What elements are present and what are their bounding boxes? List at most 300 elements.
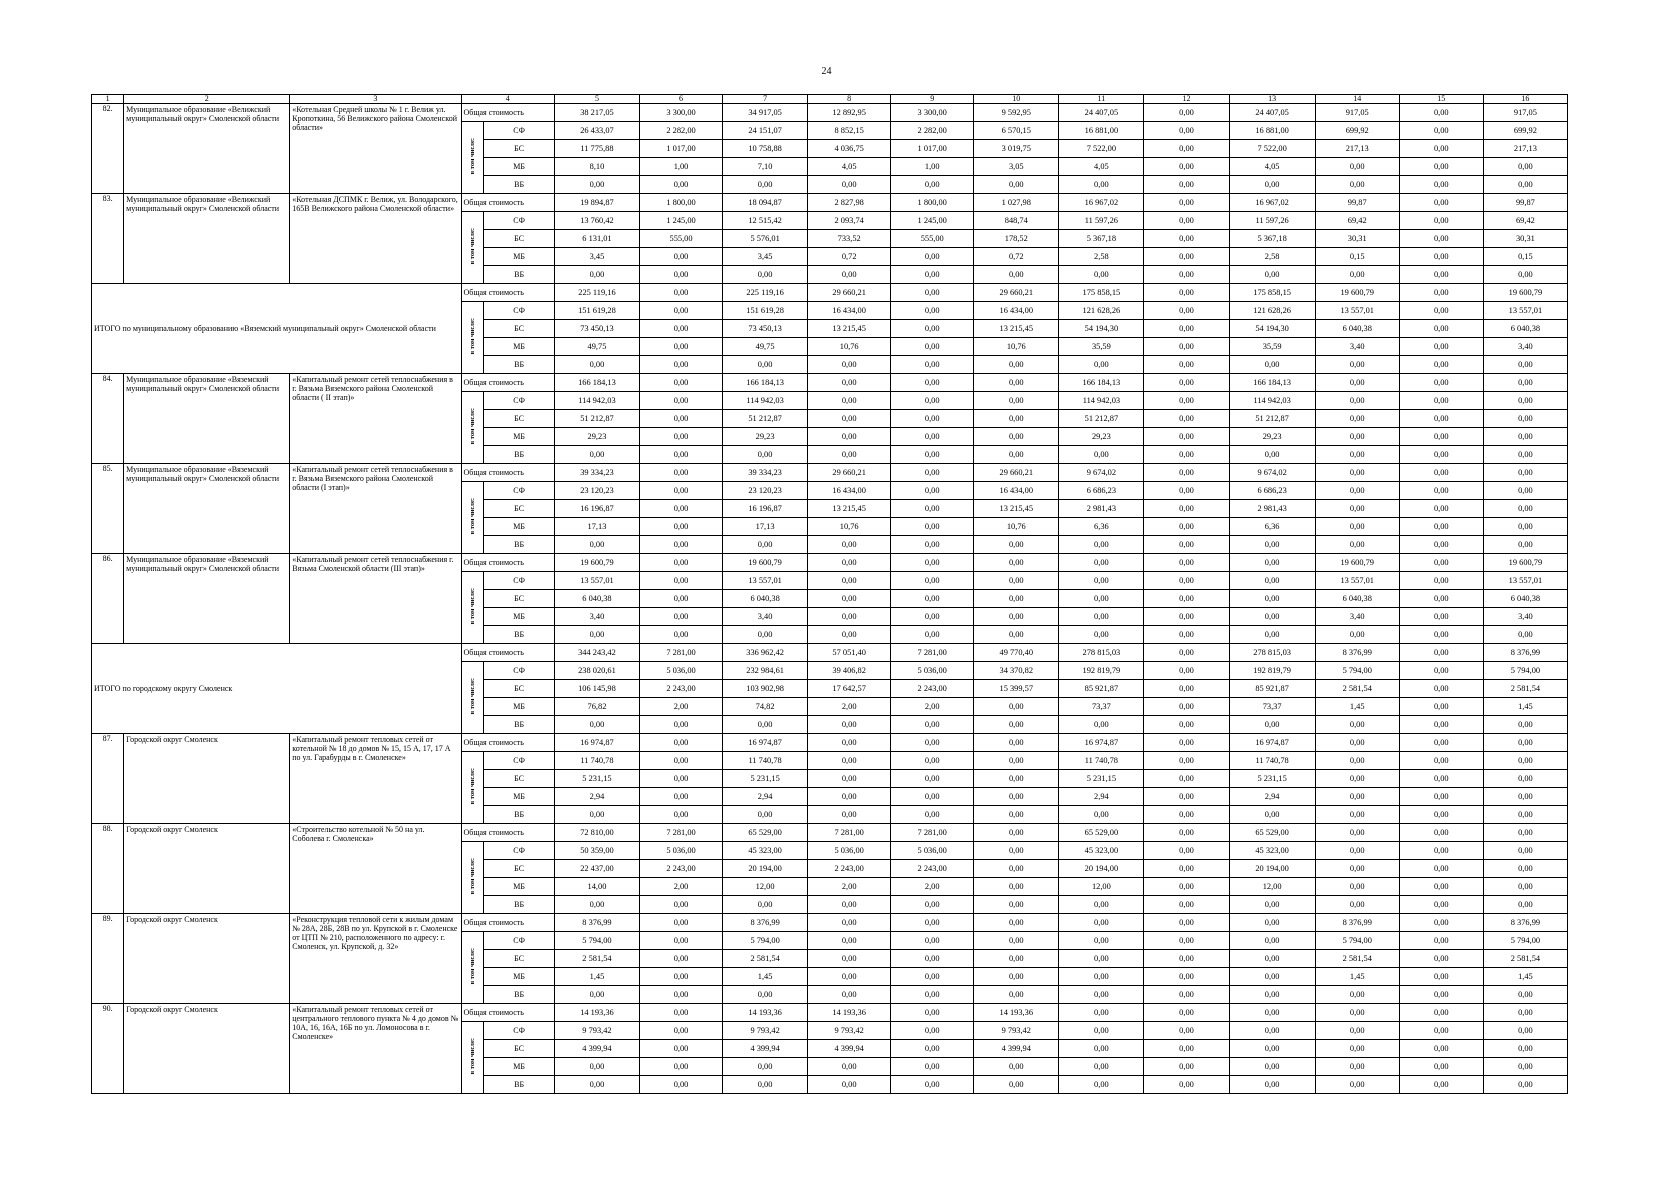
amount-cell: 0,00 [974,392,1059,410]
amount-cell: 1 027,98 [974,194,1059,212]
in-that-number-label [461,302,484,374]
amount-cell: 49,75 [554,338,639,356]
amount-cell: 0,00 [1315,1076,1399,1094]
in-that-number-text: в том числе: [468,588,476,625]
amount-cell: 0,00 [891,446,974,464]
amount-cell: 4 036,75 [808,140,891,158]
column-header: 6 [640,95,723,104]
amount-cell: 0,00 [808,1058,891,1076]
amount-cell: 6 040,38 [1315,590,1399,608]
amount-cell: 12,00 [1059,878,1144,896]
amount-cell: 0,00 [1144,500,1229,518]
item-number: 90. [92,1004,124,1094]
amount-cell: 0,00 [1315,392,1399,410]
amount-cell: 0,00 [974,176,1059,194]
amount-cell: 917,05 [1483,104,1567,122]
amount-cell: 0,00 [1315,266,1399,284]
amount-cell: 0,00 [1144,554,1229,572]
amount-cell: 0,00 [1059,356,1144,374]
amount-cell: 0,00 [1059,968,1144,986]
amount-cell: 0,00 [808,572,891,590]
amount-cell: 6,36 [1059,518,1144,536]
amount-cell: 1,45 [1315,698,1399,716]
amount-cell: 0,00 [974,860,1059,878]
amount-cell: 4 399,94 [723,1040,808,1058]
amount-cell: 166 184,13 [723,374,808,392]
amount-cell: 0,00 [974,968,1059,986]
column-header: 9 [891,95,974,104]
amount-cell: 14 193,36 [554,1004,639,1022]
amount-cell: 0,00 [1483,770,1567,788]
amount-cell: 29,23 [1229,428,1315,446]
amount-cell: 16 974,87 [1059,734,1144,752]
amount-cell: 0,00 [1399,644,1483,662]
amount-cell: 29 660,21 [808,464,891,482]
amount-cell: 0,00 [640,338,723,356]
cost-type-label: Общая стоимость [461,644,554,662]
column-header: 11 [1059,95,1144,104]
amount-cell: 49 770,40 [974,644,1059,662]
amount-cell: 0,00 [1144,752,1229,770]
amount-cell: 8,10 [554,158,639,176]
amount-cell: 10,76 [974,338,1059,356]
amount-cell: 54 194,30 [1229,320,1315,338]
amount-cell: 23 120,23 [723,482,808,500]
amount-cell: 73 450,13 [554,320,639,338]
column-header: 3 [290,95,461,104]
cost-type-label: Общая стоимость [461,734,554,752]
amount-cell: 14 193,36 [723,1004,808,1022]
object-name: «Котельная Средней школы № 1 г. Велиж ул. Кропоткина, 56 Велижского района Смоленской области» [290,104,461,194]
in-that-number-label [461,842,484,914]
amount-cell: 13 557,01 [723,572,808,590]
funding-source-label: ВБ [484,986,555,1004]
amount-cell: 0,00 [891,1004,974,1022]
total-label: ИТОГО по городскому округу Смоленск [92,644,462,734]
amount-cell: 0,00 [554,986,639,1004]
amount-cell: 7 522,00 [1059,140,1144,158]
amount-cell: 20 194,00 [1229,860,1315,878]
amount-cell: 8 852,15 [808,122,891,140]
amount-cell: 16 196,87 [554,500,639,518]
amount-cell: 0,00 [1144,716,1229,734]
amount-cell: 0,00 [640,482,723,500]
amount-cell: 225 119,16 [554,284,639,302]
amount-cell: 0,00 [640,572,723,590]
amount-cell: 0,00 [640,590,723,608]
amount-cell: 3,40 [554,608,639,626]
amount-cell: 73,37 [1059,698,1144,716]
amount-cell: 2 581,54 [1315,950,1399,968]
amount-cell: 3,40 [1483,338,1567,356]
amount-cell: 0,00 [974,716,1059,734]
funding-source-label: СФ [484,572,555,590]
funding-source-label: БС [484,410,555,428]
amount-cell: 0,00 [891,392,974,410]
amount-cell: 0,00 [891,500,974,518]
amount-cell: 0,00 [891,608,974,626]
amount-cell: 278 815,03 [1059,644,1144,662]
amount-cell: 2,00 [891,698,974,716]
amount-cell: 0,00 [1399,734,1483,752]
amount-cell: 0,00 [1483,1004,1567,1022]
amount-cell: 166 184,13 [1059,374,1144,392]
amount-cell: 9 793,42 [554,1022,639,1040]
amount-cell: 51 212,87 [1229,410,1315,428]
amount-cell: 0,00 [1399,140,1483,158]
amount-cell: 0,00 [1144,572,1229,590]
amount-cell: 0,00 [1483,518,1567,536]
amount-cell: 0,00 [1399,932,1483,950]
amount-cell: 0,00 [974,752,1059,770]
amount-cell: 51 212,87 [723,410,808,428]
amount-cell: 13 215,45 [808,500,891,518]
amount-cell: 7 281,00 [891,824,974,842]
amount-cell: 0,00 [640,770,723,788]
amount-cell: 0,00 [1399,770,1483,788]
amount-cell: 9 592,95 [974,104,1059,122]
amount-cell: 11 775,88 [554,140,639,158]
amount-cell: 1,45 [1483,698,1567,716]
amount-cell: 0,00 [1144,518,1229,536]
amount-cell: 0,00 [1399,914,1483,932]
amount-cell: 0,00 [1144,644,1229,662]
amount-cell: 0,00 [974,266,1059,284]
amount-cell: 0,00 [1144,284,1229,302]
amount-cell: 9 793,42 [808,1022,891,1040]
amount-cell: 166 184,13 [554,374,639,392]
amount-cell: 0,00 [1483,1058,1567,1076]
funding-source-label: БС [484,770,555,788]
amount-cell: 0,00 [1144,392,1229,410]
funding-source-label: БС [484,590,555,608]
amount-cell: 5 367,18 [1059,230,1144,248]
column-header: 14 [1315,95,1399,104]
amount-cell: 3 019,75 [974,140,1059,158]
amount-cell: 57 051,40 [808,644,891,662]
municipality-name: Муниципальное образование «Велижский муниципальный округ» Смоленской области [124,104,290,194]
amount-cell: 0,00 [640,968,723,986]
amount-cell: 0,00 [640,518,723,536]
amount-cell: 848,74 [974,212,1059,230]
amount-cell: 151 619,28 [554,302,639,320]
amount-cell: 7,10 [723,158,808,176]
amount-cell: 0,00 [974,788,1059,806]
amount-cell: 0,00 [554,1076,639,1094]
amount-cell: 0,00 [1059,986,1144,1004]
amount-cell: 0,00 [1144,662,1229,680]
amount-cell: 0,00 [891,536,974,554]
table-row [92,914,1568,932]
amount-cell: 13 215,45 [974,320,1059,338]
amount-cell: 0,00 [1399,716,1483,734]
funding-source-label: БС [484,950,555,968]
amount-cell: 0,00 [1483,536,1567,554]
object-name: «Капитальный ремонт тепловых сетей от котельной № 18 до домов № 15, 15 А, 17, 17 А по ул. Гарабурды в г. Смоленске» [290,734,461,824]
amount-cell: 699,92 [1483,122,1567,140]
amount-cell: 5 231,15 [1229,770,1315,788]
amount-cell: 5 794,00 [554,932,639,950]
amount-cell: 0,00 [891,1076,974,1094]
amount-cell: 178,52 [974,230,1059,248]
amount-cell: 555,00 [891,230,974,248]
amount-cell: 0,00 [974,842,1059,860]
column-header: 15 [1399,95,1483,104]
amount-cell: 0,00 [1144,590,1229,608]
amount-cell: 51 212,87 [1059,410,1144,428]
amount-cell: 0,00 [1229,986,1315,1004]
funding-source-label: МБ [484,158,555,176]
amount-cell: 151 619,28 [723,302,808,320]
amount-cell: 8 376,99 [1315,914,1399,932]
amount-cell: 699,92 [1315,122,1399,140]
amount-cell: 0,00 [808,176,891,194]
amount-cell: 0,00 [808,788,891,806]
object-name: «Реконструкция тепловой сети к жилым домам № 28А, 28Б, 28В по ул. Крупской в г. Смоленске от ЦТП № 210, расположенного по адресу: г. Смоленск, ул. Крупской, д. 32» [290,914,461,1004]
amount-cell: 0,00 [1483,788,1567,806]
amount-cell: 0,00 [1483,1076,1567,1094]
amount-cell: 0,00 [1399,194,1483,212]
amount-cell: 0,00 [1483,824,1567,842]
amount-cell: 0,00 [1315,1058,1399,1076]
amount-cell: 175 858,15 [1059,284,1144,302]
amount-cell: 2 981,43 [1229,500,1315,518]
amount-cell: 1,00 [640,158,723,176]
total-row [92,644,1568,662]
page-number: 24 [821,66,832,77]
amount-cell: 0,00 [640,1004,723,1022]
amount-cell: 0,00 [640,716,723,734]
amount-cell: 0,00 [1144,230,1229,248]
amount-cell: 225 119,16 [723,284,808,302]
amount-cell: 0,00 [1399,104,1483,122]
amount-cell: 0,00 [1315,1004,1399,1022]
in-that-number-label [461,122,484,194]
amount-cell: 0,00 [640,320,723,338]
amount-cell: 0,00 [1315,626,1399,644]
amount-cell: 30,31 [1315,230,1399,248]
object-name: «Котельная ДСПМК г. Велиж, ул. Володарского, 165В Велижского района Смоленской области» [290,194,461,284]
amount-cell: 0,00 [1144,1040,1229,1058]
amount-cell: 0,00 [1483,1022,1567,1040]
amount-cell: 0,00 [723,716,808,734]
amount-cell: 0,00 [891,518,974,536]
amount-cell: 0,00 [554,266,639,284]
amount-cell: 0,00 [891,716,974,734]
amount-cell: 17,13 [723,518,808,536]
amount-cell: 2,94 [723,788,808,806]
amount-cell: 0,00 [1059,266,1144,284]
amount-cell: 0,00 [808,1076,891,1094]
amount-cell: 114 942,03 [1059,392,1144,410]
total-row [92,284,1568,302]
amount-cell: 16 974,87 [554,734,639,752]
column-header: 12 [1144,95,1229,104]
amount-cell: 0,00 [1229,176,1315,194]
amount-cell: 45 323,00 [1059,842,1144,860]
amount-cell: 0,00 [1229,1004,1315,1022]
amount-cell: 2 827,98 [808,194,891,212]
amount-cell: 0,00 [1315,176,1399,194]
amount-cell: 5 367,18 [1229,230,1315,248]
amount-cell: 0,00 [808,356,891,374]
amount-cell: 13 557,01 [554,572,639,590]
amount-cell: 6 040,38 [1315,320,1399,338]
amount-cell: 23 120,23 [554,482,639,500]
amount-cell: 2 282,00 [891,122,974,140]
amount-cell: 0,00 [974,356,1059,374]
table-row [92,464,1568,482]
amount-cell: 0,00 [640,1058,723,1076]
amount-cell: 0,00 [640,788,723,806]
amount-cell: 17,13 [554,518,639,536]
amount-cell: 0,00 [891,1058,974,1076]
cost-type-label: Общая стоимость [461,194,554,212]
amount-cell: 0,00 [974,536,1059,554]
municipality-name: Муниципальное образование «Вяземский муниципальный округ» Смоленской области [124,554,290,644]
amount-cell: 3,45 [554,248,639,266]
amount-cell: 0,00 [808,446,891,464]
amount-cell: 0,00 [1229,716,1315,734]
amount-cell: 0,00 [1059,1058,1144,1076]
amount-cell: 0,00 [808,428,891,446]
amount-cell: 0,00 [974,1076,1059,1094]
amount-cell: 0,00 [1483,500,1567,518]
amount-cell: 4 399,94 [808,1040,891,1058]
amount-cell: 16 974,87 [723,734,808,752]
funding-source-label: ВБ [484,896,555,914]
amount-cell: 0,00 [1144,194,1229,212]
amount-cell: 0,00 [1315,428,1399,446]
amount-cell: 0,00 [1144,482,1229,500]
cost-type-label: Общая стоимость [461,1004,554,1022]
amount-cell: 0,00 [974,572,1059,590]
amount-cell: 76,82 [554,698,639,716]
amount-cell: 0,00 [1315,716,1399,734]
amount-cell: 0,00 [1315,158,1399,176]
amount-cell: 16 881,00 [1059,122,1144,140]
amount-cell: 39 406,82 [808,662,891,680]
amount-cell: 5 576,01 [723,230,808,248]
amount-cell: 0,00 [640,914,723,932]
amount-cell: 0,00 [1399,176,1483,194]
amount-cell: 16 196,87 [723,500,808,518]
amount-cell: 0,00 [1399,1076,1483,1094]
funding-source-label: БС [484,140,555,158]
amount-cell: 0,00 [1144,878,1229,896]
amount-cell: 29 660,21 [974,464,1059,482]
amount-cell: 5 231,15 [1059,770,1144,788]
amount-cell: 17 642,57 [808,680,891,698]
column-header: 13 [1229,95,1315,104]
amount-cell: 0,00 [1315,1022,1399,1040]
amount-cell: 0,00 [1315,752,1399,770]
amount-cell: 0,00 [1399,698,1483,716]
amount-cell: 106 145,98 [554,680,639,698]
amount-cell: 0,00 [1144,338,1229,356]
amount-cell: 0,00 [1144,824,1229,842]
amount-cell: 0,00 [1144,608,1229,626]
in-that-number-text: в том числе: [468,858,476,895]
amount-cell: 0,00 [723,626,808,644]
amount-cell: 0,00 [891,1040,974,1058]
amount-cell: 0,00 [1144,950,1229,968]
amount-cell: 0,00 [640,932,723,950]
amount-cell: 16 434,00 [808,302,891,320]
amount-cell: 0,00 [891,986,974,1004]
amount-cell: 0,00 [891,338,974,356]
amount-cell: 0,00 [974,428,1059,446]
amount-cell: 20 194,00 [723,860,808,878]
amount-cell: 0,00 [808,410,891,428]
amount-cell: 0,00 [1399,266,1483,284]
amount-cell: 0,00 [1144,104,1229,122]
funding-source-label: СФ [484,842,555,860]
financing-table [91,94,1568,1094]
column-header: 5 [554,95,639,104]
amount-cell: 0,00 [1059,950,1144,968]
funding-source-label: МБ [484,1058,555,1076]
amount-cell: 0,00 [640,410,723,428]
amount-cell: 0,00 [1483,158,1567,176]
amount-cell: 0,00 [1144,1004,1229,1022]
amount-cell: 4 399,94 [974,1040,1059,1058]
amount-cell: 0,00 [1229,932,1315,950]
amount-cell: 0,00 [1315,500,1399,518]
amount-cell: 0,00 [554,446,639,464]
amount-cell: 8 376,99 [1483,914,1567,932]
funding-source-label: ВБ [484,806,555,824]
amount-cell: 6 040,38 [723,590,808,608]
amount-cell: 35,59 [1229,338,1315,356]
in-that-number-text: в том числе: [468,228,476,265]
table-row [92,554,1568,572]
amount-cell: 0,00 [1144,374,1229,392]
amount-cell: 0,00 [640,752,723,770]
amount-cell: 2 581,54 [1315,680,1399,698]
amount-cell: 0,00 [1483,626,1567,644]
funding-source-label: МБ [484,698,555,716]
in-that-number-text: в том числе: [468,768,476,805]
amount-cell: 0,00 [1059,554,1144,572]
amount-cell: 0,00 [1315,464,1399,482]
amount-cell: 0,00 [1059,572,1144,590]
amount-cell: 733,52 [808,230,891,248]
item-number: 86. [92,554,124,644]
amount-cell: 0,00 [1144,1058,1229,1076]
amount-cell: 12,00 [723,878,808,896]
amount-cell: 0,00 [554,896,639,914]
amount-cell: 114 942,03 [554,392,639,410]
amount-cell: 0,00 [808,608,891,626]
table-row [92,374,1568,392]
amount-cell: 0,00 [1399,572,1483,590]
amount-cell: 0,00 [1399,608,1483,626]
amount-cell: 0,00 [1483,374,1567,392]
amount-cell: 0,00 [1483,986,1567,1004]
cost-type-label: Общая стоимость [461,374,554,392]
amount-cell: 5 036,00 [640,662,723,680]
amount-cell: 0,00 [974,950,1059,968]
amount-cell: 0,00 [1399,302,1483,320]
amount-cell: 0,00 [723,266,808,284]
amount-cell: 0,00 [640,392,723,410]
amount-cell: 0,00 [1059,1004,1144,1022]
amount-cell: 0,00 [1315,842,1399,860]
amount-cell: 0,00 [1399,788,1483,806]
amount-cell: 0,00 [1399,626,1483,644]
municipality-name: Муниципальное образование «Вяземский муниципальный округ» Смоленской области [124,464,290,554]
